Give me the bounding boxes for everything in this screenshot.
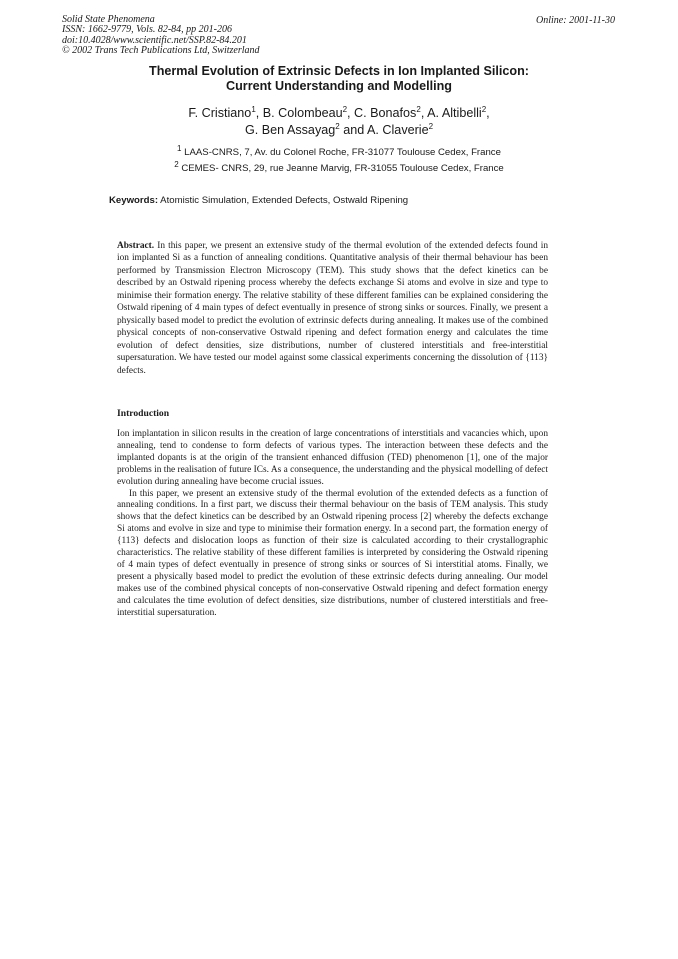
author-name: , A. Altibelli	[420, 106, 482, 120]
introduction-body	[117, 429, 548, 620]
paragraph: In this paper, we present an extensive study of the thermal evolution of the extended defects as a function of annealing conditions. In a first part, we discuss their thermal behaviour on the basis of TEM analysis. This study shows that the defect kinetics can be described by an Ostwald ripening process [2] whereby the defects exchange Si atoms and evolve in size and type to minimise their formation energy. In a second part, the formation energy of {113} defects and dislocation loops as function of their size is calculated according to their crystallographic characteristics. The relative stability of these different families is interpreted by considering the Ostwald ripening of 4 main types of defect eventually in presence of strong sinks or sources of Si interstitial atoms. Finally, we present a physically based model to predict the evolution of these extrinsic defects during annealing. Our model makes use of the combined physical concepts of non-conservative Ostwald ripening and defect formation energy and calculates the time evolution of defect densities, size distributions, number of clustered interstitials and free-interstitial supersaturation.	[117, 488, 548, 618]
affil-mark: 2	[416, 104, 421, 114]
keywords	[109, 195, 408, 206]
paper-title	[0, 64, 678, 93]
affil-mark: 2	[481, 104, 487, 114]
affiliation-text: LAAS-CNRS, 7, Av. du Colonel Roche, FR-31077 Toulouse Cedex, France	[181, 147, 501, 158]
affil-mark: 2	[342, 104, 348, 114]
affil-mark: 1	[251, 104, 256, 114]
issn-line: ISSN: 1662-9779, Vols. 82-84, pp 201-206	[62, 24, 232, 36]
keywords-label: Keywords:	[109, 195, 159, 206]
author-line-2	[0, 122, 678, 139]
author-list	[0, 105, 678, 139]
author-name: G. Ben Assayag	[244, 123, 336, 137]
doi-line[interactable]: doi:10.4028/www.scientific.net/SSP.82-84.201	[62, 34, 247, 46]
section-heading-introduction: Introduction	[117, 408, 170, 419]
affil-mark: 1	[177, 143, 182, 153]
author-name: , B. Colombeau	[255, 106, 343, 120]
title-line-2: Current Understanding and Modelling	[226, 78, 452, 93]
affil-mark: 2	[335, 121, 340, 131]
affil-mark: 2	[174, 159, 179, 169]
author-name: F. Cristiano	[188, 106, 252, 120]
affiliations	[0, 145, 678, 177]
author-line-1	[0, 105, 678, 122]
copyright-line: © 2002 Trans Tech Publications Ltd, Switzerland	[62, 44, 260, 56]
journal-name: Solid State Phenomena	[62, 14, 155, 25]
title-line-1: Thermal Evolution of Extrinsic Defects in Ion Implanted Silicon:	[149, 64, 529, 78]
affiliation-2	[0, 161, 678, 177]
abstract-text: In this paper, we present an extensive study of the thermal evolution of the extended defects found in ion implanted Si as a function of annealing conditions. Quantitative analysis of their thermal behaviour has been performed by Transmission Electron Microscopy (TEM). This study shows that the defect kinetics can be described by an Ostwald ripening process whereby the defects exchange Si atoms and evolve in size and type to minimise their formation energy. The relative stability of these different families can be explained considering the Ostwald ripening of 4 main types of defect eventually in presence of strong sinks or sources. Finally, we present a physically based model to predict the evolution of extrinsic defects during annealing. It makes use of the combined physical concepts of non-conservative Ostwald ripening and defect formation energy and calculates the time evolution of defect densities, size distributions, number of clustered interstitials and free-interstitial supersaturation. We have tested our model against some classical experiments concerning the dissolution of {113} defects.	[117, 241, 548, 376]
publication-header	[62, 15, 260, 56]
paragraph: Ion implantation in silicon results in the creation of large concentrations of interstitials and vacancies which, upon annealing, tend to condense to form defects of various types. The interaction between these defects and the implanted dopants is at the origin of the transient enhanced diffusion (TED) phenomenon [1], one of the major problems in the realisation of future ICs. As a consequence, the understanding and the physical modelling of defect evolution during annealing have become crucial issues.	[117, 429, 548, 487]
affil-mark: 2	[428, 121, 434, 131]
abstract-label: Abstract.	[117, 241, 155, 251]
author-name: , C. Bonafos	[347, 106, 417, 120]
author-name: and A. Claverie	[339, 123, 429, 137]
affiliation-1	[0, 145, 678, 161]
affiliation-text: CEMES- CNRS, 29, rue Jeanne Marvig, FR-31055 Toulouse Cedex, France	[178, 163, 504, 174]
online-date: Online: 2001-11-30	[536, 15, 615, 26]
abstract	[117, 240, 548, 377]
author-separator: ,	[486, 106, 490, 120]
keywords-text: Atomistic Simulation, Extended Defects, Ostwald Ripening	[158, 195, 409, 206]
